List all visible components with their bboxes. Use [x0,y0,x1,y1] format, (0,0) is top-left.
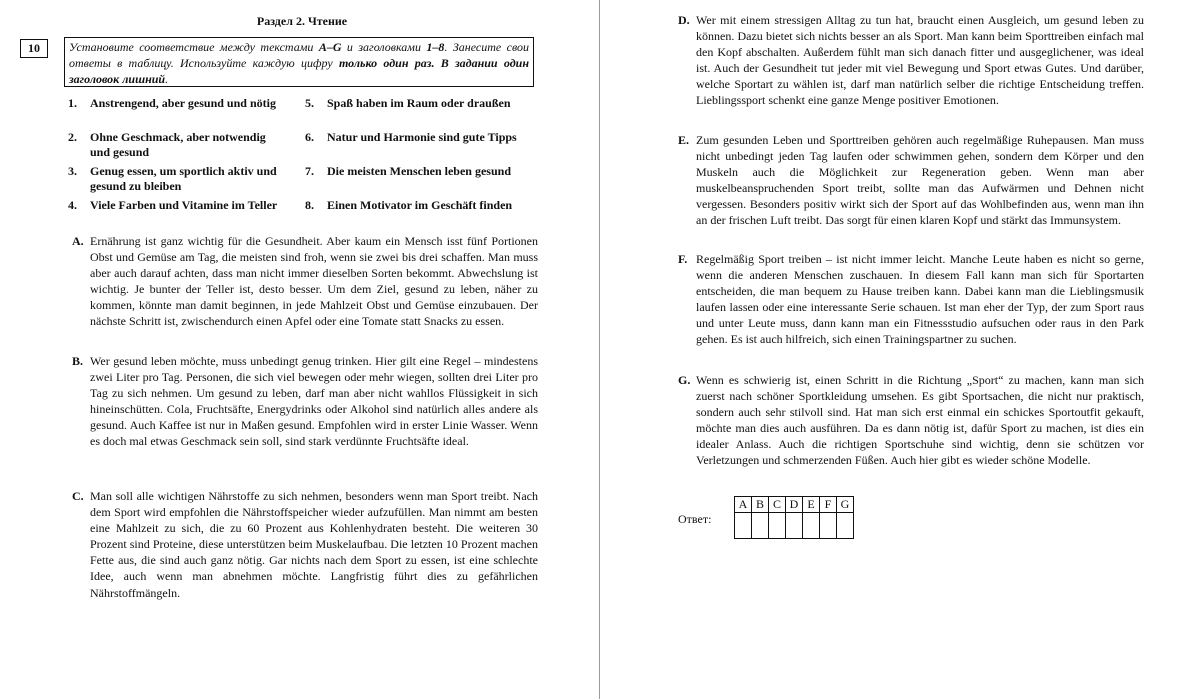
answer-cell-b[interactable] [752,513,769,539]
text-e [672,132,1144,229]
text-d [672,12,1144,109]
text-body: Wenn es schwierig ist, einen Schritt in die Richtung „Sport“ zu machen, kann man sich zuerst nach schöner Sportkleidung umsehen. Es gibt Sportsachen, die nicht nur praktisch, sondern auch sehr stilvoll sind. Hat man sich erst einmal ein schickes Sportoutfit gekauft, möchte man dies auch ausführen. Da es dann nötig ist, dafür Sport zu machen, ist dies ein idealer Anlass. Auch die richtigen Sportschuhe sind wichtig, denn sie schützen vor Verletzungen und schmerzenden Füßen. Auch hier gibt es wieder schöne Modelle. [696,373,1144,468]
answer-table [734,496,854,539]
heading-text: Viele Farben und Vitamine im Teller [90,198,278,212]
heading-item [68,198,283,213]
text-label: C. [72,489,84,503]
heading-item [68,130,283,160]
instruction-bold-2: 1–8 [426,40,445,54]
heading-number: 8. [305,198,314,212]
text-label: D. [678,13,690,27]
instruction-text-2: и заголовками [341,40,427,54]
text-body: Zum gesunden Leben und Sporttreiben gehören auch regelmäßige Ruhepausen. Man muss nicht unbedingt jeden Tag laufen oder schwimmen gehen, sondern dem Körper und den Muskeln auch die Möglichkeit zur Regeneration geben. Wenn man aber muskelbeanspruchenden Sport treibt, sollte man das Aufwärmen und Dehnen nicht vergessen. Besonders positiv wirkt sich der Sport auf das Wohlbefinden aus, wenn man ihn an der frischen Luft treibt. Das sorgt für einen klaren Kopf und stärkt das Immunsystem. [696,133,1144,228]
heading-number: 6. [305,130,314,144]
heading-item [68,164,283,194]
text-b [66,353,538,450]
answer-letter: A [735,497,752,513]
text-body: Wer gesund leben möchte, muss unbedingt genug trinken. Hier gilt eine Regel – mindestens zwei Liter pro Tag. Personen, die sich viel bewegen oder mehr wiegen, sollten drei Liter pro Tag zu sich nehmen. Um gesund zu leben, darf man aber nicht wahllos Flüssigkeit in sich hineinschütten. Cola, Fruchtsäfte, Energydrinks oder Alkohol sind natürlich alles andere als gesund. Auch Kaffee ist nur in Maßen gesund. Empfohlen wird in erster Linie Wasser. Wenn es doch mal etwas Geschmack sein soll, sind stark verdünnte Fruchtsäfte ideal. [90,354,538,449]
text-a [66,233,538,330]
heading-text: Einen Motivator im Geschäft finden [327,198,513,212]
instruction-bold-1: A–G [318,40,342,54]
answer-cell-c[interactable] [769,513,786,539]
text-label: E. [678,133,690,147]
heading-text: Spaß haben im Raum oder draußen [327,96,511,110]
answer-label: Ответ: [678,512,712,526]
heading-text: Natur und Harmonie sind gute Tipps [327,130,517,144]
text-body: Ernährung ist ganz wichtig für die Gesundheit. Aber kaum ein Mensch isst fünf Portionen Obst und Gemüse am Tag, die meisten sind froh, wenn sie zwei bis drei schaffen. Man muss aber auch darauf achten, dass man nicht immer dieselben Sorten bekommt. Abwechslung ist wichtig. Je bunter der Teller ist, desto besser. Um dem Ziel, gesund zu leben, näher zu kommen, könnte man damit beginnen, in jede Mahlzeit Obst und Gemüse einzubauen. Der nächste Schritt ist, zwischendurch einen Apfel oder eine Tomate statt Snacks zu essen. [90,234,538,329]
answer-cell-d[interactable] [786,513,803,539]
text-g [672,372,1144,469]
answer-letter: E [803,497,820,513]
task-number: 10 [20,39,48,58]
heading-item [305,164,530,179]
answer-input-row [735,513,854,539]
answer-cell-e[interactable] [803,513,820,539]
heading-number: 5. [305,96,314,110]
heading-text: Ohne Geschmack, aber notwendig und gesund [90,130,266,159]
answer-letter: G [837,497,854,513]
heading-text: Die meisten Menschen leben gesund [327,164,511,178]
instruction-text-4: . [165,72,169,86]
heading-number: 2. [68,130,77,144]
answer-header-row [735,497,854,513]
task-instruction [64,37,534,87]
text-body: Wer mit einem stressigen Alltag zu tun hat, braucht einen Ausgleich, um gesund leben zu können. Dazu bietet sich nichts besser an als Sport. Man kann beim Sporttreiben einfach mal den Kopf abschalten. Außerdem fühlt man sich danach fitter und ausgeglichener, was ideal ist. Auch der Gesundheit tut jeder mit viel Bewegung und Sport etwas Gutes. Und darüber, welche Sportart zu wählen ist, darf man natürlich selber die richtige Entscheidung treffen. Lieblingssport schenkt eine ganze Menge positiver Emotionen. [696,13,1144,108]
answer-letter: F [820,497,837,513]
text-body: Regelmäßig Sport treiben – ist nicht immer leicht. Manche Leute haben es nicht so gerne, wenn die anderen Menschen zuschauen. In diesem Fall kann man sich für Sportarten entscheiden, die man bequem zu Hause treiben kann. Dabei kann man die Lieblingsmusik laufen lassen oder eine interessante Serie schauen. Ist man eher der Typ, der zum Sport raus und unter Leute muss, dann kann man ein Fitnessstudio aufsuchen oder raus in den Park gehen. Es ist auch hilfreich, sich einen Trainingspartner zu suchen. [696,252,1144,347]
heading-item [305,130,530,145]
text-f [672,251,1144,348]
text-label: F. [678,252,688,266]
instruction-text-1: Установите соответствие между текстами [69,40,319,54]
text-label: G. [678,373,691,387]
text-c [66,488,538,601]
answer-letter: B [752,497,769,513]
heading-number: 1. [68,96,77,110]
text-label: A. [72,234,84,248]
text-label: B. [72,354,84,368]
heading-text: Genug essen, um sportlich aktiv und gesund zu bleiben [90,164,277,193]
heading-item [68,96,283,111]
text-body: Man soll alle wichtigen Nährstoffe zu sich nehmen, besonders wenn man Sport treibt. Nach dem Sport wird empfohlen die Nährstoffspeicher wieder aufzufüllen. Man nimmt am besten eine Mahlzeit zu sich, die zu 60 Prozent aus Kohlenhydraten besteht. Die weiteren 30 Prozent sind Proteine, diese unterstützen beim Muskelaufbau. Die letzten 10 Prozent machen Fette aus, die sind auch ganz nötig. Gar nichts nach dem Sport zu essen, ist eine schlechte Idee, auch wenn man abnehmen möchte. Langfristig führt dies zu gefährlichen Nährstoffmängeln. [90,489,538,600]
heading-number: 4. [68,198,77,212]
instruction-text-3: . Занесите свои ответы в таблицу. Используйте каждую цифру [69,40,529,70]
heading-number: 3. [68,164,77,178]
answer-cell-a[interactable] [735,513,752,539]
answer-letter: C [769,497,786,513]
page-divider [599,0,600,699]
heading-item [305,96,530,111]
answer-letter: D [786,497,803,513]
heading-item [305,198,530,213]
instruction-bold-3: только один раз. В задании один заголовок лишний [69,56,529,86]
section-title: Раздел 2. Чтение [256,14,348,28]
answer-cell-f[interactable] [820,513,837,539]
answer-cell-g[interactable] [837,513,854,539]
heading-text: Anstrengend, aber gesund und nötig [90,96,276,110]
heading-number: 7. [305,164,314,178]
